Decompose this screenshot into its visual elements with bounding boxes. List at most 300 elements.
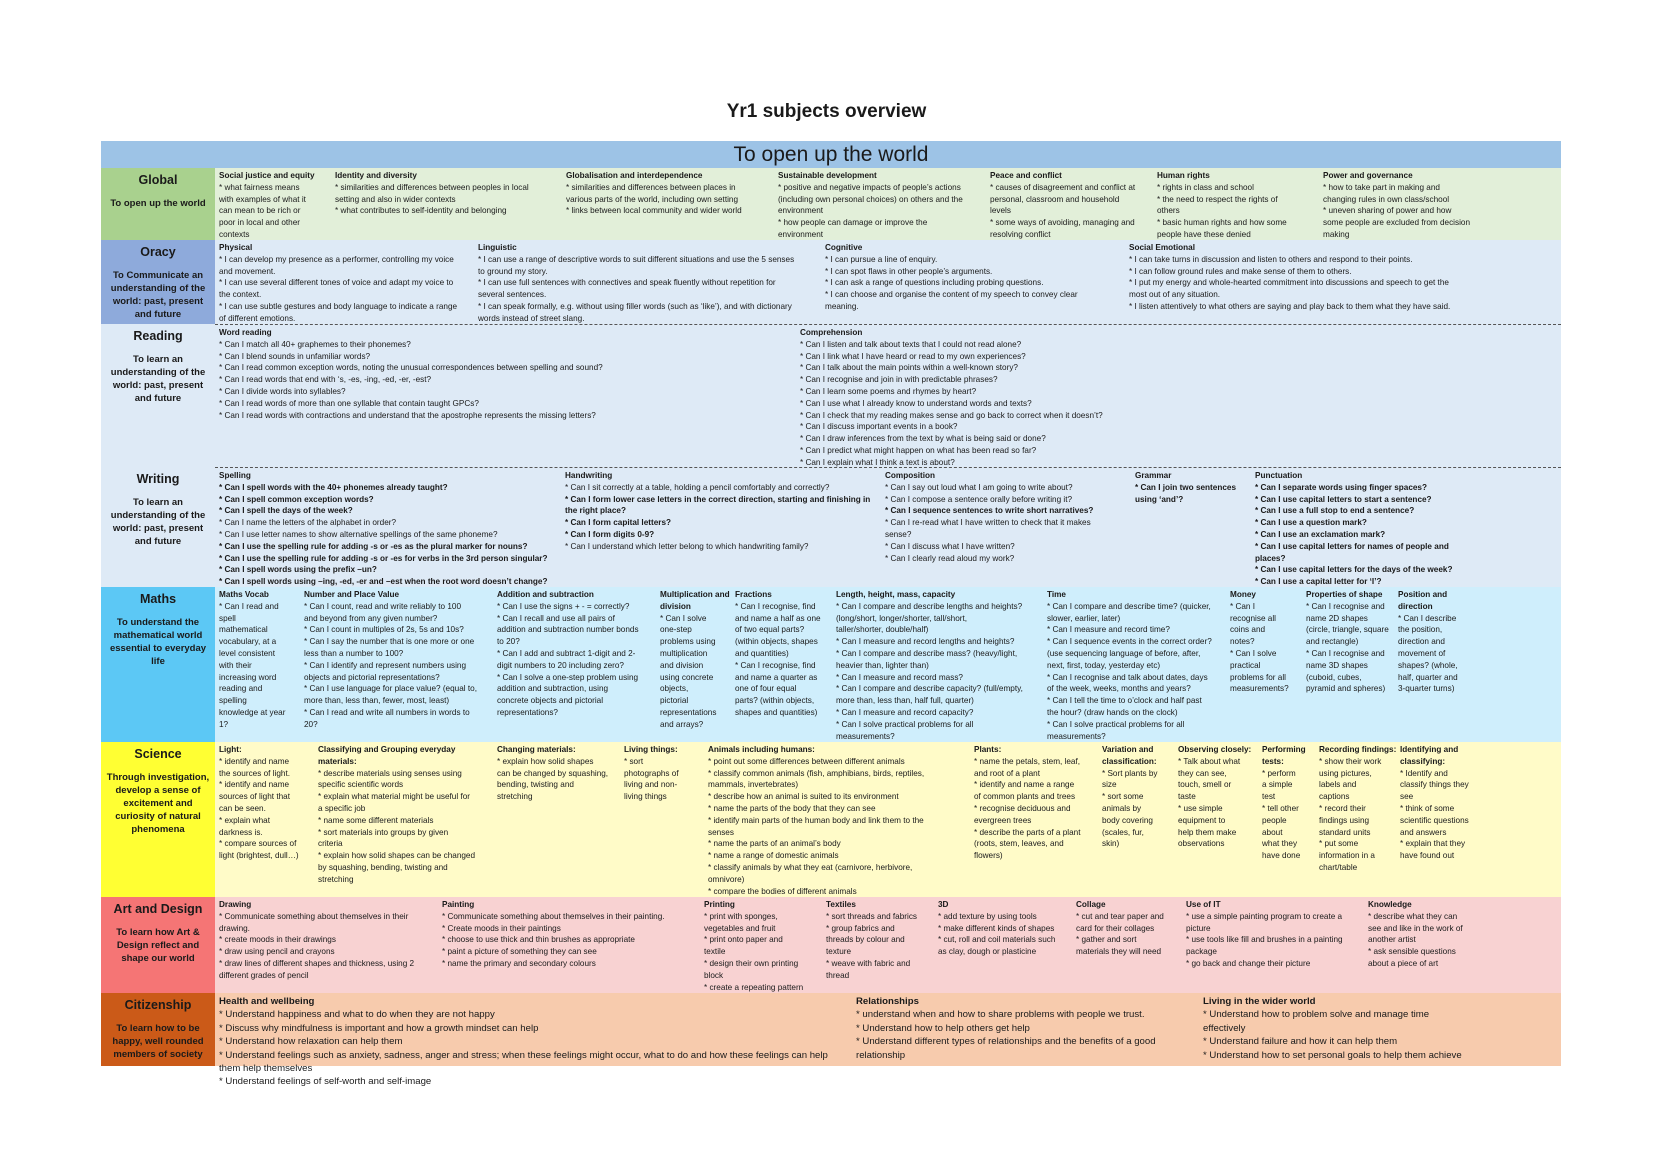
objective-line: effectively [1203, 1022, 1246, 1034]
objective-line: * Can I count in multiples of 2s, 5s and 10s? [304, 625, 464, 635]
section-title: Animals including humans: [708, 745, 815, 754]
objective-line: next, first, today, yesterday etc) [1047, 660, 1161, 670]
objective-line: evergreen trees [974, 815, 1032, 825]
section-relationships [856, 995, 1201, 1062]
objective-line: * Can I sequence sentences to write short narratives? [885, 506, 1094, 516]
objective-line: * sort materials into groups by given [318, 827, 449, 837]
objective-line: recognise all [1230, 613, 1276, 623]
row-content [215, 993, 1561, 1088]
objective-line: * Can I compose a sentence orally before writing it? [885, 494, 1073, 504]
objective-line: * Can I read words of more than one syllable that contain taught GPCs? [219, 398, 479, 408]
objective-line: pyramid and spheres) [1306, 684, 1386, 694]
objective-line: what they [1262, 839, 1298, 849]
objective-line: senses [708, 827, 734, 837]
objective-line: measurements? [1230, 684, 1289, 694]
section-title: Changing materials: [497, 745, 576, 754]
objective-line: * describe how an animal is suited to its environment [708, 792, 899, 802]
section-length-height-mass-capacity [836, 589, 1043, 742]
objective-line: * Can I compare and describe capacity? (full/empty, [836, 684, 1023, 694]
objective-line: * Discuss why mindfulness is important and how a growth mindset can help [219, 1022, 539, 1034]
row-content [215, 742, 1561, 897]
objective-line: and quantities) [735, 648, 789, 658]
objective-line: findings using [1319, 815, 1370, 825]
objective-line: textile [704, 947, 726, 957]
section-title: Identifying and classifying: [1400, 745, 1459, 766]
objective-line: of common plants and trees [974, 792, 1076, 802]
row-header-writing [101, 467, 215, 587]
objective-line: scientific questions [1400, 815, 1469, 825]
objective-line: setting and also in wider contexts [335, 194, 456, 204]
section-title: Physical [219, 243, 253, 252]
objective-line: * I can spot flaws in other people’s arguments. [825, 266, 993, 276]
section-title: Knowledge [1368, 900, 1412, 909]
objective-line: and movement. [219, 266, 276, 276]
objective-line: package [1186, 947, 1217, 957]
objective-line: * Can I link what I have heard or read to my own experiences? [800, 351, 1026, 361]
objective-line: shapes and quantities) [735, 707, 818, 717]
objective-line: most out of any situation. [1129, 290, 1221, 300]
objective-line: * Can I re-read what I have written to check that it makes [885, 518, 1091, 528]
objective-line: spell [219, 613, 236, 623]
objective-line: * Can I use the signs + - = correctly? [497, 601, 630, 611]
objective-line: darkness is. [219, 827, 263, 837]
objective-line: * Can I count, read and write reliably to 100 [304, 601, 462, 611]
objective-line: slower, earlier, later) [1047, 613, 1121, 623]
objective-line: of different emotions. [219, 313, 296, 323]
objective-line: help them make [1178, 827, 1237, 837]
objective-line: sense? [885, 529, 912, 539]
section-grammar [1135, 470, 1253, 505]
objective-line: * record their [1319, 803, 1366, 813]
objective-line: * Can I compare and describe lengths and heights? [836, 601, 1023, 611]
objective-line: * Can I read and [219, 601, 279, 611]
section-title: Use of IT [1186, 900, 1221, 909]
section-title: Linguistic [478, 243, 517, 252]
objective-line: * compare sources of [219, 839, 297, 849]
objective-line: threads by colour and [826, 935, 905, 945]
objective-line: * I can use a range of descriptive words to suit different situations and use the 5 senses [478, 254, 795, 264]
objective-line: * Can I compare and describe time? (quicker, [1047, 601, 1211, 611]
objective-line: * compare the bodies of different animals [708, 886, 857, 896]
objective-line: * I can use full sentences with connectives and speak fluently without repetition for [478, 278, 776, 288]
objective-line: * understand when and how to share problems with people we trust. [856, 1009, 1145, 1021]
section-title: Painting [442, 900, 475, 909]
section-title: Light: [219, 745, 242, 754]
subject-aim: To learn how to be happy, well rounded members of society [112, 1023, 204, 1060]
objective-line: spelling [219, 696, 247, 706]
subject-aim: Through investigation, develop a sense of excitement and curiosity of natural phenomena [106, 772, 210, 835]
objective-line: * Can I [1230, 601, 1256, 611]
objective-line: * Can I describe [1398, 613, 1457, 623]
objective-line: * Can I use language for place value? (equal to, [304, 684, 477, 694]
objective-line: * explain that they [1400, 839, 1466, 849]
objective-line: * Can I check that my reading makes sense and go back to correct when it doesn’t? [800, 410, 1103, 420]
objective-line: * name a range of domestic animals [708, 851, 839, 861]
objective-line: * Talk about what [1178, 756, 1241, 766]
row-header-global [101, 168, 215, 240]
section-title: Peace and conflict [990, 171, 1062, 180]
objective-line: * Understand feelings of self-worth and self-image [219, 1076, 432, 1088]
objective-line: * Can I form lower case letters in the correct direction, starting and finishing in [565, 494, 871, 504]
objective-line: * Understand happiness and what to do when they are not happy [219, 1009, 495, 1021]
objective-line: and root of a plant [974, 768, 1041, 778]
objective-line: * choose to use thick and thin brushes as appropriate [442, 935, 635, 945]
section-changing-materials [497, 744, 621, 803]
objective-line: * group fabrics and [826, 923, 895, 933]
section-title: Number and Place Value [304, 590, 400, 599]
section-title: Relationships [856, 996, 919, 1007]
objective-line: living things [624, 792, 667, 802]
subject-aim: To learn an understanding of the world: past, present and future [110, 354, 206, 404]
objective-line: * I can take turns in discussion and listen to others and respond to their points. [1129, 254, 1413, 264]
objective-line: * I can use subtle gestures and body language to indicate a range [219, 301, 458, 311]
objective-line: making [1323, 229, 1350, 239]
objective-line: * Can I clearly read aloud my work? [885, 553, 1015, 563]
objective-line: chart/table [1319, 862, 1358, 872]
objective-line: level consistent [219, 648, 275, 658]
objective-line: * I can speak formally, e.g. without using filler words (such as ‘like’), and with dictionary [478, 301, 792, 311]
objective-line: contexts [219, 229, 250, 239]
objective-line: * Can I use the spelling rule for adding -s or -es for verbs in the 3rd person singular? [219, 553, 548, 563]
objective-line: * print with sponges, [704, 911, 778, 921]
objective-line: * Can I learn some poems and rhymes by heart? [800, 386, 977, 396]
subject-aim: To learn how Art & Design reflect and shape our world [116, 927, 200, 964]
objective-line: * identify and name [219, 780, 290, 790]
objective-line: specific scientific words [318, 780, 404, 790]
row-maths [101, 587, 1561, 742]
objective-line: * tell other [1262, 803, 1299, 813]
objective-line: * Communicate something about themselves in their painting. [442, 911, 665, 921]
objective-line: problems using [660, 637, 716, 647]
section-title: Recording findings: [1319, 745, 1397, 754]
objective-line: * Can I form capital letters? [565, 518, 672, 528]
objective-line: * use tools like fill and brushes in a painting [1186, 935, 1343, 945]
objective-line: as clay, dough or plasticine [938, 947, 1037, 957]
objective-line: parts? (within objects, [735, 696, 815, 706]
objective-line: places? [1255, 553, 1286, 563]
objective-line: * Can I sit correctly at a table, holding a pencil comfortably and correctly? [565, 482, 830, 492]
objective-line: more than, less than, fewer, most, least) [304, 696, 450, 706]
section-title: Living things: [624, 745, 678, 754]
row-header-citizenship [101, 993, 215, 1066]
row-content [215, 240, 1561, 324]
objective-line: * cut, roll and coil materials such [938, 935, 1056, 945]
section-observing-closely [1178, 744, 1258, 850]
objective-line: various parts of the world, including own setting [566, 194, 739, 204]
section-title: Word reading [219, 328, 272, 337]
objective-line: the sources of light. [219, 768, 290, 778]
objective-line: * Understand how to help others get help [856, 1022, 1030, 1034]
objective-line: (within objects, shapes [735, 637, 818, 647]
objective-line: representations [660, 707, 717, 717]
objective-line: name 3D shapes [1306, 660, 1368, 670]
objective-line: * describe the parts of a plant [974, 827, 1081, 837]
section-title: Performing tests: [1262, 745, 1306, 766]
section-number-and-place-value [304, 589, 494, 731]
objective-line: * Understand how to problem solve and manage time [1203, 1009, 1430, 1021]
objective-line: * Can I say out loud what I am going to write about? [885, 482, 1073, 492]
objective-line: * create a repeating pattern [704, 982, 804, 992]
objective-line: * I can develop my presence as a performer, controlling my voice [219, 254, 454, 264]
objective-line: have done [1262, 851, 1301, 861]
objective-line: * gather and sort [1076, 935, 1137, 945]
objective-line: a simple [1262, 780, 1293, 790]
objective-line: * Can I spell common exception words? [219, 494, 374, 504]
objective-line: coins and [1230, 625, 1266, 635]
objective-line: size [1102, 780, 1117, 790]
objective-line: personal, classroom and household [990, 194, 1120, 204]
section-title: Printing [704, 900, 735, 909]
objective-line: * Can I understand which letter belong to which handwriting family? [565, 541, 809, 551]
objective-line: the position, [1398, 625, 1443, 635]
objective-line: * name some different materials [318, 815, 434, 825]
objective-line: * add texture by using tools [938, 911, 1037, 921]
objective-line: * Understand different types of relationships and the benefits of a good [856, 1036, 1156, 1048]
objective-line: * classify common animals (fish, amphibians, birds, reptiles, [708, 768, 925, 778]
objective-line: * Can I read words with contractions and understand that the apostrophe represents the missing letters? [219, 410, 596, 420]
objective-line: test [1262, 792, 1276, 802]
objective-line: pictorial [660, 696, 689, 706]
objective-line: * recognise deciduous and [974, 803, 1071, 813]
objective-line: sources of light that [219, 792, 290, 802]
objective-line: * draw lines of different shapes and thickness, using 2 [219, 958, 415, 968]
objective-line: * point out some differences between different animals [708, 756, 905, 766]
section-properties-of-shape [1306, 589, 1396, 695]
objective-line: of two equal parts? [735, 625, 805, 635]
objective-line: * I can ask a range of questions including probing questions. [825, 278, 1044, 288]
objective-line: mammals, invertebrates) [708, 780, 799, 790]
objective-line: standard units [1319, 827, 1371, 837]
row-header-maths [101, 587, 215, 742]
section-title: Handwriting [565, 471, 613, 480]
section-title: Drawing [219, 900, 252, 909]
objective-line: stretching [497, 792, 533, 802]
objective-line: * Can I solve [660, 613, 707, 623]
objective-line: different grades of pencil [219, 970, 309, 980]
objective-line: * print onto paper and [704, 935, 783, 945]
objective-line: with examples of what it [219, 194, 306, 204]
objective-line: the context. [219, 290, 262, 300]
section-title: Composition [885, 471, 936, 480]
section-word-reading [219, 327, 794, 421]
objective-line: thread [826, 970, 850, 980]
objective-line: multiplication [660, 648, 708, 658]
objective-line: flowers) [974, 851, 1003, 861]
objective-line: taller/shorter, double/half) [836, 625, 929, 635]
objective-line: (including own personal choices) on others and the [778, 194, 963, 204]
objective-line: * Can I solve practical problems for all [1047, 719, 1185, 729]
objective-line: representations? [497, 707, 558, 717]
objective-line: * Can I measure and record lengths and heights? [836, 637, 1015, 647]
objective-line: classify things they [1400, 780, 1469, 790]
objective-line: touch, smell or [1178, 780, 1232, 790]
objective-line: measurements? [836, 731, 895, 741]
objective-line: * show their work [1319, 756, 1382, 766]
objective-line: one-step [660, 625, 692, 635]
objective-line: heavier than, lighter than) [836, 660, 929, 670]
objective-line: * cut and tear paper and [1076, 911, 1164, 921]
objective-line: * perform [1262, 768, 1296, 778]
objective-line: vegetables and fruit [704, 923, 776, 933]
objective-line: * Can I read words that end with ‘s, -es, -ing, -ed, -er, -est? [219, 375, 432, 385]
section-light [219, 744, 315, 862]
objective-line: * some ways of avoiding, managing and [990, 218, 1135, 228]
objective-line: animals by [1102, 803, 1142, 813]
objective-line: * Can I form digits 0-9? [565, 529, 655, 539]
objective-line: several sentences. [478, 290, 547, 300]
section-comprehension [800, 327, 1440, 469]
objective-line: * classify animals by what they eat (carnivore, herbivore, [708, 862, 913, 872]
row-citizenship [101, 993, 1561, 1088]
objective-line: changing rules in own class/school [1323, 194, 1450, 204]
objective-line: * sort some [1102, 792, 1144, 802]
objective-line: * Can I use capital letters for names of people and [1255, 541, 1449, 551]
subject-aim: To learn an understanding of the world: past, present and future [110, 497, 206, 547]
objective-line: environment [778, 229, 824, 239]
objective-line: * use a simple painting program to create a [1186, 911, 1343, 921]
row-writing [101, 467, 1561, 587]
objective-line: can be changed by squashing, [497, 768, 609, 778]
section-title: Plants: [974, 745, 1002, 754]
objective-line: * Can I use a full stop to end a sentence? [1255, 506, 1415, 516]
objective-line: with their [219, 660, 252, 670]
section-title: Multiplication and division [660, 590, 730, 611]
objective-line: resolving conflict [990, 229, 1051, 239]
objective-line: living and non- [624, 780, 678, 790]
objective-line: problems for all [1230, 672, 1286, 682]
objective-line: * Can I draw inferences from the text by what is being said or done? [800, 434, 1046, 444]
section-sustainable-development [778, 170, 986, 241]
subject-aim: To Communicate an understanding of the world: past, present and future [110, 270, 206, 320]
section-title: Power and governance [1323, 171, 1413, 180]
objective-line: * Can I add and subtract 1-digit and 2- [497, 648, 636, 658]
objective-line: (use sequencing language of before, after, [1047, 648, 1201, 658]
section-animals-including-humans [708, 744, 970, 897]
objective-line: * Can I measure and record time? [1047, 625, 1170, 635]
objective-line: * Can I match all 40+ graphemes to their phonemes? [219, 339, 411, 349]
objective-line: 3-quarter turns) [1398, 684, 1455, 694]
objective-line: * put some [1319, 839, 1359, 849]
objective-line: * Understand failure and how it can help them [1203, 1036, 1398, 1048]
objective-line: * Can I predict what might happen on what has been read so far? [800, 445, 1037, 455]
objective-line: practical [1230, 660, 1261, 670]
objective-line: * Can I use the spelling rule for adding -s or -es as the plural marker for nouns? [219, 541, 528, 551]
section-title: Maths Vocab [219, 590, 269, 599]
objective-line: * links between local community and wider world [566, 206, 742, 216]
section-knowledge [1368, 899, 1468, 970]
objective-line: name 2D shapes [1306, 613, 1368, 623]
objective-line: * weave with fabric and [826, 958, 911, 968]
objective-line: see [1400, 792, 1414, 802]
section-title: 3D [938, 900, 949, 909]
section-title: Textiles [826, 900, 856, 909]
objective-line: * positive and negative impacts of people’s actions [778, 182, 961, 192]
objective-line: * ask sensible questions [1368, 947, 1456, 957]
objective-line: people have these denied [1157, 229, 1251, 239]
objective-line: * uneven sharing of power and how [1323, 206, 1452, 216]
subject-name: Maths [139, 592, 177, 606]
objective-line: can mean to be rich or [219, 206, 301, 216]
objective-line: digit numbers to 20 including zero? [497, 660, 624, 670]
objective-line: equipment to [1178, 815, 1226, 825]
objective-line: (long/short, longer/shorter, tall/short, [836, 613, 968, 623]
objective-line: * Can I spell words using the prefix –un? [219, 565, 377, 575]
objective-line: * Can I solve a one-step problem using [497, 672, 639, 682]
section-collage [1076, 899, 1182, 958]
section-spelling [219, 470, 561, 588]
row-global [101, 168, 1561, 240]
objective-line: using concrete [660, 672, 714, 682]
objective-line: concrete objects and pictorial [497, 696, 604, 706]
objective-line: half, quarter and [1398, 672, 1458, 682]
objective-line: * Can I recognise, find [735, 601, 816, 611]
objective-line: texture [826, 947, 852, 957]
objective-line: * go back and change their picture [1186, 958, 1311, 968]
objective-line: * I can follow ground rules and make sense of them to others. [1129, 266, 1352, 276]
objective-line: measurements? [1047, 731, 1106, 741]
section-title: Classifying and Grouping everyday materials: [318, 745, 456, 766]
objective-line: * name the petals, stem, leaf, [974, 756, 1081, 766]
section-title: Collage [1076, 900, 1106, 909]
section-title: Money [1230, 590, 1256, 599]
objective-line: body covering [1102, 815, 1153, 825]
objective-line: * Can I measure and record capacity? [836, 707, 974, 717]
objective-line: observations [1178, 839, 1225, 849]
objective-line: (cuboid, cubes, [1306, 672, 1362, 682]
section-peace-and-conflict [990, 170, 1153, 241]
section-position-and-direction [1398, 589, 1478, 695]
section-title: Grammar [1135, 471, 1172, 480]
section-title: Comprehension [800, 328, 863, 337]
objective-line: * Can I use an exclamation mark? [1255, 529, 1386, 539]
objective-line: they can see, [1178, 768, 1227, 778]
section-plants [974, 744, 1098, 862]
objective-line: others [1157, 206, 1180, 216]
section-title: Sustainable development [778, 171, 877, 180]
objective-line: * explain what [219, 815, 270, 825]
objective-line: skin) [1102, 839, 1120, 849]
objective-line: of the week, weeks, months and years? [1047, 684, 1191, 694]
section-addition-and-subtraction [497, 589, 657, 719]
objective-line: * Sort plants by [1102, 768, 1158, 778]
objective-line: * create moods in their drawings [219, 935, 336, 945]
section-performing-tests [1262, 744, 1316, 862]
objective-line: photographs of [624, 768, 679, 778]
section-title: Length, height, mass, capacity [836, 590, 956, 599]
page-title: Yr1 subjects overview [726, 101, 927, 122]
section-title: Cognitive [825, 243, 863, 252]
objective-line: 20? [304, 719, 318, 729]
section-classifying-and-grouping-everyday-materials [318, 744, 494, 886]
objective-line: to 20? [497, 637, 520, 647]
objective-line: some people are excluded from decision [1323, 218, 1471, 228]
objective-line: and arrays? [660, 719, 704, 729]
section-title: Time [1047, 590, 1066, 599]
objective-line: * think of some [1400, 803, 1455, 813]
objective-line: objects, [660, 684, 689, 694]
objective-line: direction and [1398, 637, 1445, 647]
objective-line: * Understand how to set personal goals to help them achieve [1203, 1049, 1462, 1061]
objective-line: * Can I listen and talk about texts that I could not read alone? [800, 339, 1022, 349]
objective-line: * Can I name the letters of the alphabet in order? [219, 518, 397, 528]
subject-name: Writing [136, 472, 180, 486]
section-maths-vocab [219, 589, 301, 731]
objective-line: (scales, fur, [1102, 827, 1144, 837]
objective-line: using ‘and’? [1135, 494, 1184, 504]
objective-line: * how to take part in making and [1323, 182, 1440, 192]
objective-line: * Can I read common exception words, noting the unusual correspondences between spelling and sound? [219, 363, 603, 373]
objective-line: 1? [219, 719, 229, 729]
